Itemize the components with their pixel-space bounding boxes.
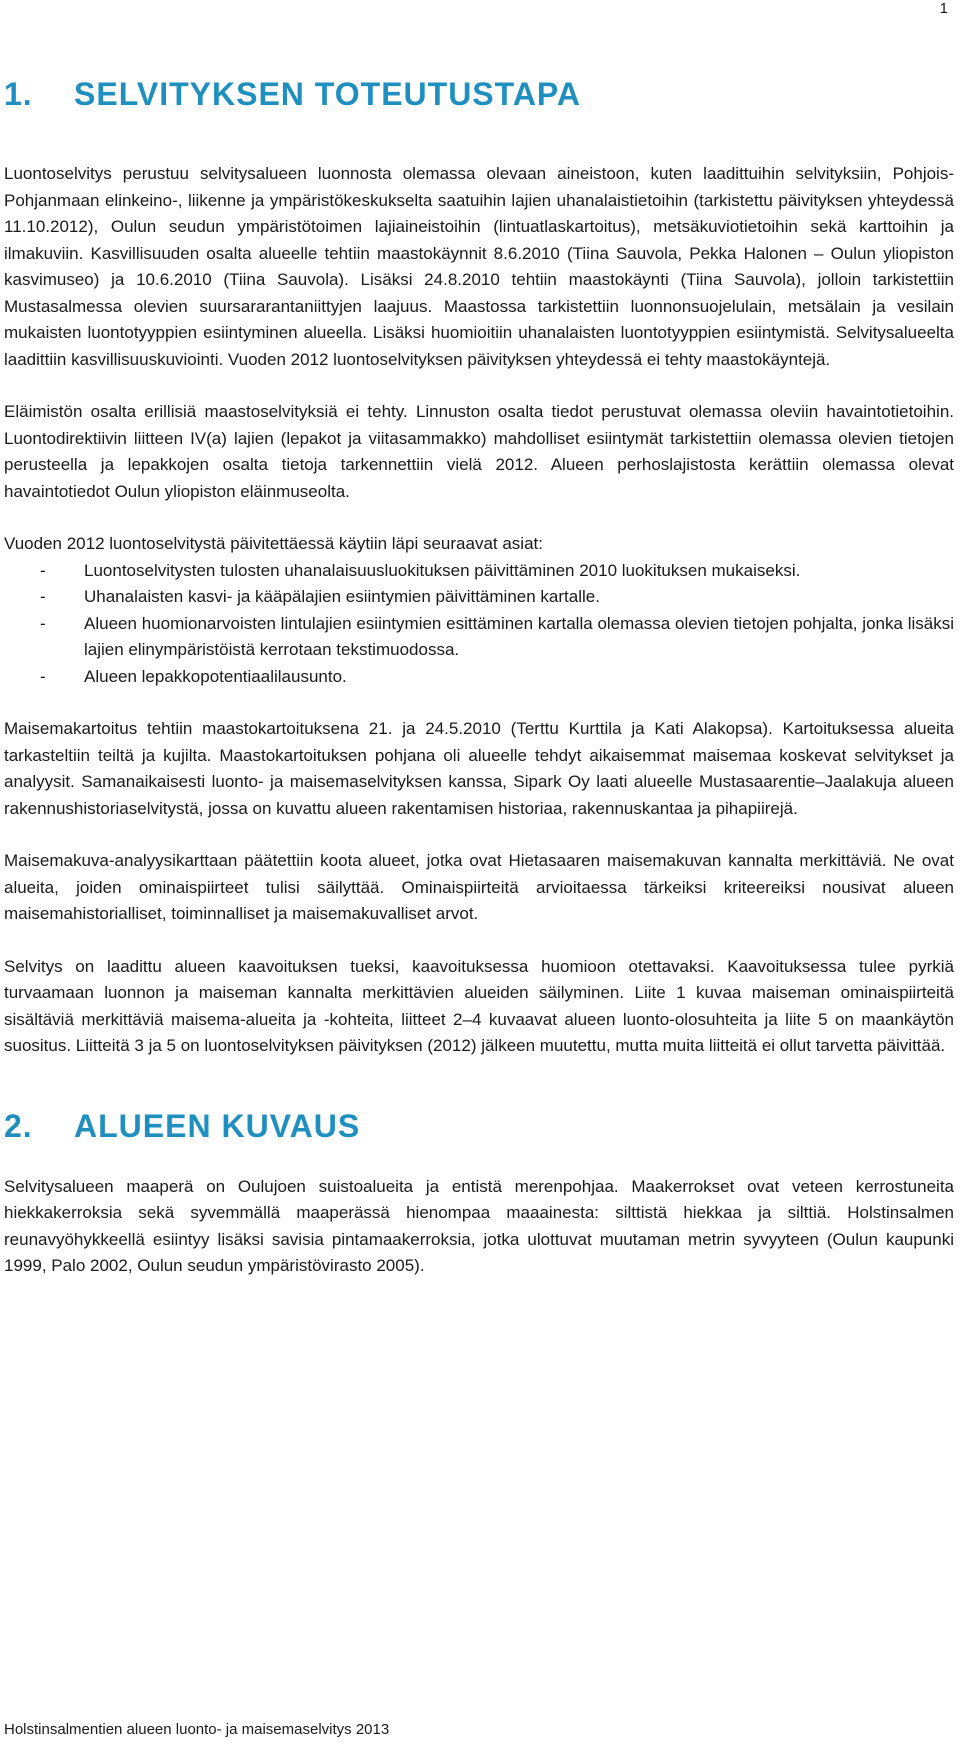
paragraph-zoning: Selvitys on laadittu alueen kaavoituksen tueksi, kaavoituksessa huomioon otettavaksi. Kaavoituksessa tulee pyrkiä turvaamaan luonnon ja maiseman kannalta merkittävien alueiden säilyminen. Liite 1 kuvaa maiseman ominaispiirteitä sisältäviä merkittäviä maisema-alueita ja -kohteita, liitteet 2–4 kuvaavat alueen luonto-olosuhteita ja liite 5 on maankäytön suositus. Liitteitä 3 ja 5 on luontoselvityksen päivityksen (2012) jälkeen muutettu, mutta muita liitteitä ei ollut tarvetta päivittää.	[4, 956, 954, 1055]
list-marker: -	[40, 666, 46, 686]
list-item-text: Alueen lepakkopotentiaalilausunto.	[84, 666, 347, 686]
paragraph-landscape-survey: Maisemakartoitus tehtiin maastokartoituksena 21. ja 24.5.2010 (Terttu Kurttila ja Kati Alakopsa). Kartoituksessa alueita tarkasteltiin teiltä ja kujilta. Maastokartoituksen pohjana oli alueelle tehdyt aikaisemmat maisemaa koskevat selvitykset ja analyysit. Samanaikaisesti luonto- ja maisemaselvityksen kanssa, Sipark Oy laati alueelle Mustasaarentie–Jaalakuja alueen rakennushistoriaselvitystä, jossa on kuvattu alueen rakentamisen historiaa, rakennuskantaa ja pihapiirejä.	[4, 719, 954, 818]
list-item	[4, 611, 954, 664]
document-body	[4, 74, 954, 1280]
paragraph-update-intro: Vuoden 2012 luontoselvitystä päivitettäessä käytiin läpi seuraavat asiat:	[4, 534, 543, 553]
list-marker: -	[40, 587, 46, 606]
page-footer: Holstinsalmentien alueen luonto- ja maisemaselvitys 2013	[4, 1721, 390, 1738]
list-marker: -	[40, 560, 46, 580]
list-item	[4, 664, 954, 691]
section-2-heading	[4, 1106, 954, 1146]
section-1-title: SELVITYKSEN TOTEUTUSTAPA	[74, 76, 581, 112]
list-item	[4, 584, 954, 611]
section-2-title: ALUEEN KUVAUS	[74, 1107, 361, 1144]
section-1-heading	[4, 74, 954, 114]
list-marker: -	[40, 613, 46, 633]
list-item-text: Alueen huomionarvoisten lintulajien esiintymien esittäminen kartalla olemassa olevien tietojen pohjalta, jonka lisäksi lajien elinympäristöistä kerrotaan tekstimuodossa.	[84, 613, 954, 659]
list-item-text: Luontoselvitysten tulosten uhanalaisuusluokituksen päivittäminen 2010 luokituksen mukaiseksi.	[84, 560, 801, 580]
section-1-number: 1.	[4, 76, 33, 112]
page-number: 1	[939, 0, 948, 17]
paragraph-fauna: Eläimistön osalta erillisiä maastoselvityksiä ei tehty. Linnuston osalta tiedot perustuvat olemassa oleviin havaintotietoihin. Luontodirektiivin liitteen IV(a) lajien (lepakot ja viitasammakko) mahdolliset esiintymät tarkistettiin olemassa olevien tietojen perusteella ja lepakkojen osalta tietoja tarkennettiin vielä 2012. Alueen perhoslajistosta kerättiin olemassa olevat havaintotiedot Oulun yliopiston eläinmuseolta.	[4, 402, 954, 501]
update-items-list	[4, 558, 954, 691]
list-item	[4, 558, 954, 585]
paragraph-soil: Selvitysalueen maaperä on Oulujoen suistoalueita ja entistä merenpohjaa. Maakerrokset ovat veteen kerrostuneita hiekkakerroksia sekä syvemmällä maaperässä hienompaa maaainesta: silttistä hiekkaa ja silttiä. Holstinsalmen reunavyöhykkeellä esiintyy lisäksi savisia pintamaakerroksia, jotka ulottuvat muutaman metrin syvyyteen (Oulun kaupunki 1999, Palo 2002, Oulun seudun ympäristövirasto 2005).	[4, 1176, 954, 1275]
list-item-text: Uhanalaisten kasvi- ja kääpälajien esiintymien päivittäminen kartalle.	[84, 587, 600, 606]
section-2-number: 2.	[4, 1107, 33, 1144]
paragraph-landscape-analysis: Maisemakuva-analyysikarttaan päätettiin koota alueet, jotka ovat Hietasaaren maisemakuvan kannalta merkittäviä. Ne ovat alueita, joiden ominaispiirteet tulisi säilyttää. Ominaispiirteitä arvioitaessa tärkeiksi kriteereiksi nousivat alueen maisemahistorialliset, toiminnalliset ja maisemakuvalliset arvot.	[4, 851, 954, 923]
paragraph-method-intro: Luontoselvitys perustuu selvitysalueen luonnosta olemassa olevaan aineistoon, kuten laadittuihin selvityksiin, Pohjois-Pohjanmaan elinkeino-, liikenne ja ympäristökeskukselta saatuihin lajien uhanalaistietoihin (tarkistettu päivityksen yhteydessä 11.10.2012), Oulun seudun ympäristötoimen lajiaineistoihin (lintuatlaskartoitus), metsäkuviotietoihin sekä karttoihin ja ilmakuviin. Kasvillisuuden osalta alueelle tehtiin maastokäynnit 8.6.2010 (Tiina Sauvola, Pekka Halonen – Oulun yliopiston kasvimuseo) ja 10.6.2010 (Tiina Sauvola). Lisäksi 24.8.2010 tehtiin maastokäynti (Tiina Sauvola), jolloin tarkistettiin Mustasalmessa olevien suursararantaniittyjen laajuus. Maastossa tarkistettiin luonnonsuojelulain, metsälain ja vesilain mukaisten luontotyyppien esiintyminen alueella. Lisäksi huomioitiin uhanalaisten luontotyyppien esiintymistä. Selvitysalueelta laadittiin kasvillisuuskuviointi. Vuoden 2012 luontoselvityksen päivityksen yhteydessä ei tehty maastokäyntejä.	[4, 164, 954, 369]
